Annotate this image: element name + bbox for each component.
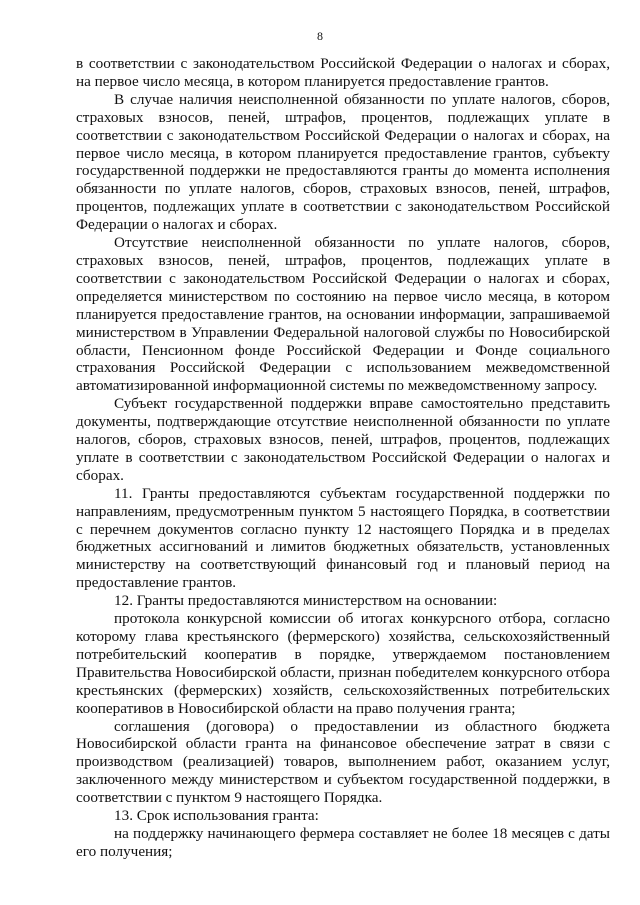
document-body xyxy=(76,55,610,861)
paragraph-absence-determination: Отсутствие неисполненной обязанности по уплате налогов, сборов, страховых взносов, пеней, штрафов, процентов, подлежащих уплате в соответствии с законодательством Российской Федерации о налогах и сборах, определяется министерством по состоянию на первое число месяца, в котором планируется предоставление грантов, на основании информации, запрашиваемой министерством в Управлении Федеральной налоговой службы по Новосибирской области, Пенсионном фонде Российской Федерации и Фонде социального страхования Российской Федерации с использованием межведомственной автоматизированной информационной системы по межведомственному запросу. xyxy=(76,234,610,395)
paragraph-clause-13: 13. Срок использования гранта: xyxy=(114,807,319,825)
paragraph-agreement: соглашения (договора) о предоставлении из областного бюджета Новосибирской области гранта на финансовое обеспечение затрат в связи с производством (реализацией) товаров, выполнением работ, оказанием услуг, заключенного между министерством и субъектом государственной поддержки, в соответствии с пунктом 9 настоящего Порядка. xyxy=(76,717,610,807)
paragraph-tax-continuation: в соответствии с законодательством Российской Федерации о налогах и сборах, на первое число месяца, в котором планируется предоставление грантов. xyxy=(76,55,610,90)
paragraph-clause-12: 12. Гранты предоставляются министерством на основании: xyxy=(114,592,498,610)
paragraph-beginning-farmer: на поддержку начинающего фермера составляет не более 18 месяцев с даты его получения; xyxy=(76,824,610,860)
paragraph-clause-11: 11. Гранты предоставляются субъектам государственной поддержки по направлениям, предусмотренным пунктом 5 настоящего Порядка, в соответствии с перечнем документов согласно пункту 12 настоящего Порядка и в пределах бюджетных ассигнований и лимитов бюджетных обязательств, установленных министерству на соответствующий финансовый год и плановый период на предоставление грантов. xyxy=(76,484,610,592)
paragraph-protocol: протокола конкурсной комиссии об итогах конкурсного отбора, согласно которому глава крестьянского (фермерского) хозяйства, сельскохозяйственный потребительский кооператив в порядке, утверждаемом постановлением Правительства Новосибирской области, признан победителем конкурсного отбора крестьянских (фермерских) хозяйств, сельскохозяйственных потребительских кооперативов в Новосибирской области на право получения гранта; xyxy=(76,610,610,717)
paragraph-unfulfilled-obligation: В случае наличия неисполненной обязанности по уплате налогов, сборов, страховых взносов, пеней, штрафов, процентов, подлежащих уплате в соответствии с законодательством Российской Федерации о налогах и сборах, на первое число месяца, в котором планируется предоставление грантов, субъекту государственной поддержки не предоставляются гранты до момента исполнения обязанности по уплате налогов, сборов, страховых взносов, пеней, штрафов, процентов, подлежащих уплате в соответствии с законодательством Российской Федерации о налогах и сборах. xyxy=(76,90,610,234)
page-number: 8 xyxy=(317,29,323,43)
paragraph-self-submission: Субъект государственной поддержки вправе самостоятельно представить документы, подтверждающие отсутствие неисполненной обязанности по уплате налогов, сборов, страховых взносов, пеней, штрафов, процентов, подлежащих уплате в соответствии с законодательством Российской Федерации о налогах и сборах. xyxy=(76,395,610,484)
